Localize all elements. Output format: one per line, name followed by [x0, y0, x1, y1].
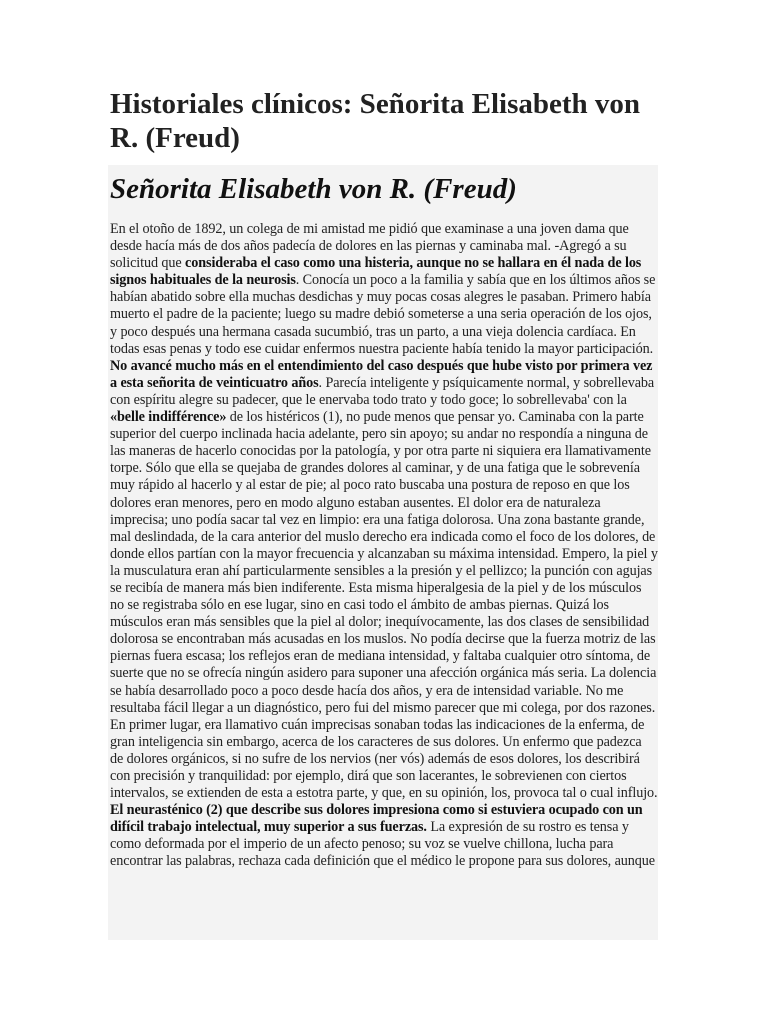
- page-title: Historiales clínicos: Señorita Elisabeth von R. (Freud): [110, 88, 641, 154]
- text-run: . Conocía un poco a la familia y sabía que en los últimos años se habían abatido sobre ella muchas desdichas y muy pocas cosas alegres le pasaban. Primero había muerto el padre de la paciente; luego su madre debió someterse a una seria operación de los ojos, y poco después una hermana casada sucumbió, tras un parto, a una vieja dolencia cardíaca. En todas esas penas y todo ese cuidar enfermos nuestra paciente había tenido la mayor participación.: [110, 272, 656, 357]
- document-content: [108, 165, 658, 940]
- bold-text-run: «belle indifférence»: [110, 409, 227, 426]
- document-heading: Señorita Elisabeth von R. (Freud): [110, 173, 517, 205]
- body-paragraph: [108, 221, 658, 871]
- text-run: En el otoño de 1892, un colega de mi amistad me pidió que examinase a una joven dama que desde hacía más de dos años padecía de dolores en las piernas y caminaba mal. -Agregó a su solicitud que: [110, 221, 629, 272]
- bold-text-run: consideraba el caso como una histeria, aunque no se hallara en él nada de los signos habituales de la neurosis: [110, 255, 642, 289]
- bold-text-run: El neurasténico (2) que describe sus dolores impresiona como si estuviera ocupado con un difícil trabajo intelectual, muy superior a sus fuerzas.: [110, 802, 643, 836]
- bold-text-run: No avancé mucho más en el entendimiento del caso después que hube visto por primera vez a esta señorita de veinticuatro años: [110, 357, 653, 391]
- text-run: . Parecía inteligente y psíquicamente normal, y sobrellevaba con espíritu alegre su padecer, que le enervaba todo trato y todo goce; lo sobrellevaba' con la: [110, 374, 655, 408]
- text-run: La expresión de su rostro es tensa y como deformada por el imperio de un afecto penoso; su voz se vuelve chillona, lucha para encontrar las palabras, rechaza cada definición que el médico le propone para sus dolores, aunque: [110, 819, 655, 870]
- text-run: de los histéricos (1), no pude menos que pensar yo. Caminaba con la parte superior del cuerpo inclinada hacia adelante, pero sin apoyo; su andar no respondía a ninguna de las maneras de hacerlo conocidas por la patología, y por otra parte ni siquiera era llamativamente torpe. Sólo que ella se quejaba de grandes dolores al caminar, y de una fatiga que le sobrevenía muy rápido al hacerlo y al estar de pie; al poco rato buscaba una postura de reposo en que los dolores eran menores, pero en modo alguno estaban ausentes. El dolor era de naturaleza imprecisa; uno podía sacar tal vez en limpio: era una fatiga dolorosa. Una zona bastante grande, mal deslindada, de la cara anterior del muslo derecho era indicada como el foco de los dolores, de donde ellos partían con la mayor frecuencia y alcanzaban su máxima intensidad. Empero, la piel y la musculatura eran ahí particularmente sensibles a la presión y el pellizco; la punción con agujas se recibía de manera más bien indiferente. Esta misma hiperalgesia de la piel y de los músculos no se registraba sólo en ese lugar, sino en casi todo el ámbito de ambas piernas. Quizá los músculos eran más sensibles que la piel al dolor; inequívocamente, las dos clases de sensibilidad dolorosa se encontraban más acusadas en los muslos. No podía decirse que la fuerza motriz de las piernas fuera escasa; los reflejos eran de mediana intensidad, y faltaba cualquier otro síntoma, de suerte que no se ofrecía ningún asidero para suponer una afección orgánica más seria. La dolencia se había desarrollado poco a poco desde hacía dos años, y era de intensidad variable. No me resultaba fácil llegar a un diagnóstico, pero fui del mismo parecer que mi colega, por dos razones. En primer lugar, era llamativo cuán imprecisas sonaban todas las indicaciones de la enferma, de gran inteligencia sin embargo, acerca de los caracteres de sus dolores. Un enfermo que padezca de dolores orgánicos, si no sufre de los nervios (ner vós) además de esos dolores, los describirá con precisión y tranquilidad: por ejemplo, dirá que son lacerantes, le sobrevienen con ciertos intervalos, se extienden de esta a estotra parte, y que, en su opinión, los, provoca tal o cual influjo.: [110, 409, 658, 802]
